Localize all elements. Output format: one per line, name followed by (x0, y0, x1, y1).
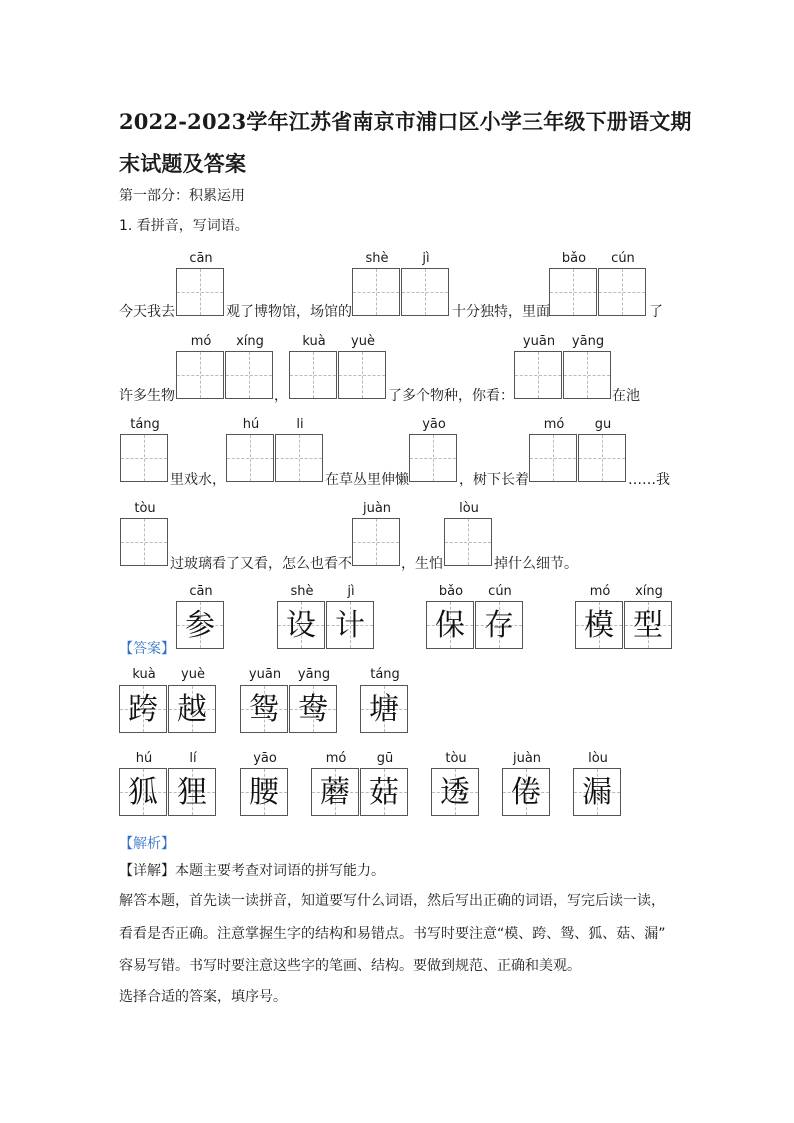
detail-tag: 【详解】 (119, 863, 175, 879)
sentence-text: 在草丛里伸懒 (325, 472, 409, 488)
answer-char-box (475, 601, 523, 649)
answer-pinyin: juàn (512, 751, 542, 766)
answer-box[interactable] (338, 351, 386, 399)
answer-pinyin: táng (370, 667, 400, 682)
answer-char: 跨 (128, 692, 158, 727)
answer-box[interactable] (176, 268, 224, 316)
answer-char-box (277, 601, 325, 649)
analysis-paragraph: 看看是否正确。注意掌握生字的结构和易错点。书写时要注意“模、跨、鸳、狐、菇、漏” (119, 926, 666, 942)
answer-char-box (360, 685, 408, 733)
answer-char-box (168, 768, 216, 816)
page-title-line2: 末试题及答案 (119, 151, 247, 176)
pinyin: lòu (459, 501, 479, 516)
answer-box[interactable] (514, 351, 562, 399)
answer-pinyin: yāng (297, 667, 331, 682)
answer-char-box (431, 768, 479, 816)
pinyin: hú (242, 417, 260, 432)
sentence-text: 在池 (612, 388, 640, 404)
answer-char-box (502, 768, 550, 816)
answer-pinyin: mó (325, 751, 347, 766)
answer-char-box (360, 768, 408, 816)
answer-pinyin: cān (189, 584, 213, 599)
answer-char-box (119, 768, 167, 816)
answer-char-box (326, 601, 374, 649)
answer-char: 倦 (511, 775, 541, 810)
answer-char-box (176, 601, 224, 649)
answer-pinyin: yuè (181, 667, 205, 682)
answer-char: 菇 (369, 775, 399, 810)
answer-box[interactable] (226, 434, 274, 482)
sentence-text: 掉什么细节。 (494, 556, 578, 572)
section-heading: 第一部分：积累运用 (119, 188, 245, 204)
pinyin: tòu (134, 501, 156, 516)
sentence-text: 了多个物种，你看： (388, 388, 514, 404)
sentence-text: ，生怕 (401, 556, 443, 572)
pinyin: cún (611, 251, 635, 266)
pinyin: mó (543, 417, 565, 432)
answer-pinyin: kuà (132, 667, 156, 682)
analysis-paragraph: 解答本题，首先读一读拼音，知道要写什么词语，然后写出正确的词语，写完后读一读， (119, 893, 665, 909)
answer-pinyin: cún (488, 584, 512, 599)
next-question: 选择合适的答案，填序号。 (119, 989, 287, 1005)
answer-box[interactable] (529, 434, 577, 482)
sentence-text: ，树下长着 (459, 472, 529, 488)
answer-char: 狸 (177, 775, 207, 810)
answer-pinyin: tòu (445, 751, 467, 766)
answer-box[interactable] (598, 268, 646, 316)
answer-char: 保 (435, 608, 465, 643)
answer-box[interactable] (120, 518, 168, 566)
pinyin: jì (422, 251, 430, 266)
answer-box[interactable] (176, 351, 224, 399)
answer-box[interactable] (578, 434, 626, 482)
answer-pinyin: hú (135, 751, 153, 766)
pinyin: mó (190, 334, 212, 349)
answer-pinyin: mó (589, 584, 611, 599)
answer-box[interactable] (409, 434, 457, 482)
answer-char-box (573, 768, 621, 816)
answer-tag: 【答案】 (119, 641, 175, 657)
analysis-tag: 【解析】 (119, 836, 175, 852)
answer-char-box (575, 601, 623, 649)
pinyin: yāng (571, 334, 605, 349)
answer-char-box (289, 685, 337, 733)
answer-char: 模 (584, 608, 614, 643)
answer-pinyin: shè (290, 584, 314, 599)
answer-pinyin: lòu (588, 751, 608, 766)
pinyin: gu (594, 417, 612, 432)
answer-pinyin: jì (347, 584, 355, 599)
answer-char: 漏 (582, 775, 612, 810)
answer-char: 鸯 (298, 692, 328, 727)
detail-text: 本题主要考查对词语的拼写能力。 (175, 863, 385, 879)
pinyin: yāo (422, 417, 446, 432)
answer-box[interactable] (225, 351, 273, 399)
pinyin: cān (189, 251, 213, 266)
answer-pinyin: gū (376, 751, 394, 766)
answer-char: 塘 (369, 692, 399, 727)
answer-char-box (311, 768, 359, 816)
answer-box[interactable] (549, 268, 597, 316)
answer-char: 腰 (249, 775, 279, 810)
answer-box[interactable] (289, 351, 337, 399)
pinyin: bǎo (561, 251, 587, 266)
answer-char: 计 (335, 608, 365, 643)
answer-pinyin: lí (189, 751, 197, 766)
answer-char-box (426, 601, 474, 649)
pinyin: xíng (236, 334, 264, 349)
answer-box[interactable] (444, 518, 492, 566)
answer-pinyin: yāo (253, 751, 277, 766)
sentence-text: 了 (649, 304, 663, 320)
pinyin: li (296, 417, 304, 432)
answer-char-box (119, 685, 167, 733)
answer-box[interactable] (352, 268, 400, 316)
sentence-text: 许多生物 (119, 388, 175, 404)
answer-char-box (240, 768, 288, 816)
pinyin: táng (130, 417, 160, 432)
answer-char: 越 (177, 692, 207, 727)
answer-box[interactable] (120, 434, 168, 482)
answer-box[interactable] (275, 434, 323, 482)
answer-char-box (240, 685, 288, 733)
pinyin: juàn (362, 501, 392, 516)
answer-char: 参 (185, 608, 215, 643)
detail-line (119, 863, 385, 879)
pinyin: kuà (302, 334, 326, 349)
sentence-text: ……我 (628, 472, 670, 488)
answer-pinyin: xíng (635, 584, 663, 599)
pinyin: yuān (522, 334, 556, 349)
answer-char: 设 (286, 608, 316, 643)
answer-box[interactable] (352, 518, 400, 566)
answer-char: 狐 (128, 775, 158, 810)
answer-char: 蘑 (320, 775, 350, 810)
page-title-line1: 2022-2023学年江苏省南京市浦口区小学三年级下册语文期 (119, 109, 692, 134)
answer-char: 鸳 (249, 692, 279, 727)
sentence-text: 今天我去 (119, 304, 175, 320)
sentence-text: ， (274, 388, 288, 404)
answer-char: 透 (440, 775, 470, 810)
answer-char-box (624, 601, 672, 649)
pinyin: shè (365, 251, 389, 266)
answer-box[interactable] (563, 351, 611, 399)
analysis-paragraph: 容易写错。书写时要注意这些字的笔画、结构。要做到规范、正确和美观。 (119, 958, 581, 974)
answer-char-box (168, 685, 216, 733)
answer-pinyin: yuān (248, 667, 282, 682)
pinyin: yuè (351, 334, 375, 349)
sentence-text: 里戏水， (170, 472, 226, 488)
sentence-text: 观了博物馆，场馆的 (226, 304, 352, 320)
sentence-text: 十分独特，里面 (452, 304, 550, 320)
answer-char: 存 (484, 608, 514, 643)
question-text: 1. 看拼音，写词语。 (119, 218, 249, 234)
answer-pinyin: bǎo (438, 584, 464, 599)
answer-box[interactable] (401, 268, 449, 316)
sentence-text: 过玻璃看了又看，怎么也看不 (170, 556, 352, 572)
answer-char: 型 (633, 608, 663, 643)
